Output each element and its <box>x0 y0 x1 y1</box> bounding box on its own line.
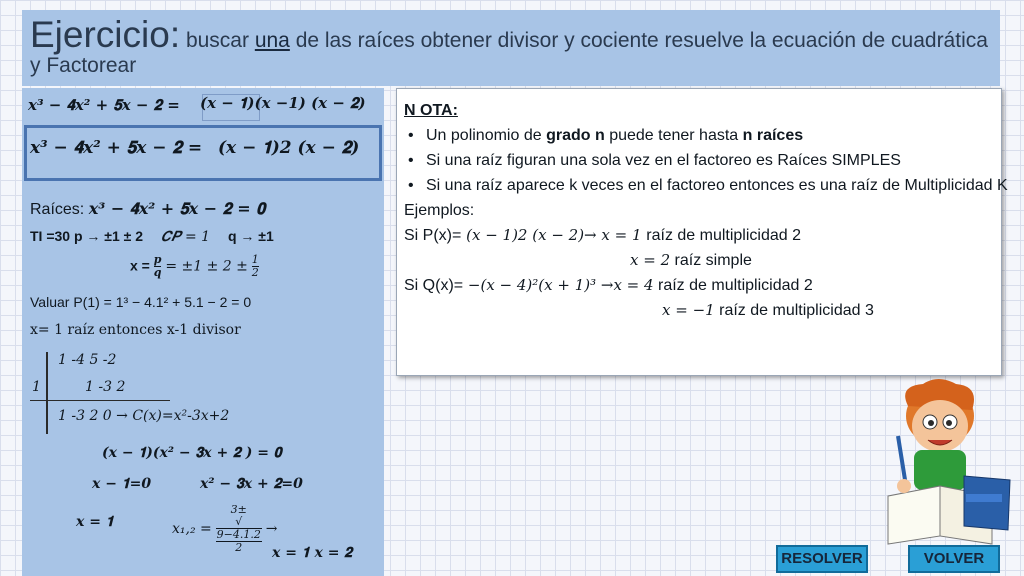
ruffini-horizontal-line <box>30 400 170 401</box>
solution-quadratic: 𝒙² − 𝟑𝒙 + 𝟐=0 <box>200 476 303 492</box>
roots-equation: 𝒙³ − 𝟒𝒙² + 𝟓𝒙 − 𝟐 = 𝟎 <box>88 199 266 218</box>
ruffini-vertical-line <box>46 352 48 434</box>
ruffini-table <box>30 348 370 434</box>
x-candidates <box>130 254 259 279</box>
cp-text: 𝑪𝑷 = 1 <box>160 229 211 245</box>
divisor-line: x= 1 raíz entonces x-1 divisor <box>30 322 241 338</box>
roots-line <box>30 199 265 219</box>
title-bar <box>22 10 1000 86</box>
q-denominator: 𝒒 <box>153 266 162 280</box>
ti-text: TI =30 p → ±1 ± 2 <box>30 228 144 244</box>
note-item-3: • Si una raíz aparece k veces en el factoreo entonces es una raíz de Multiplicidad K <box>404 173 1008 198</box>
title-emphasis: una <box>254 29 290 52</box>
factored-equation: (𝒙 − 𝟏)(𝒙² − 𝟑𝒙 + 𝟐 ) = 𝟎 <box>102 445 282 461</box>
quadratic-formula <box>172 504 278 554</box>
x12-label: 𝑥₁,₂ = <box>172 520 212 537</box>
solution-linear: 𝒙 − 𝟏=0 <box>92 476 152 492</box>
x12-arrow: → <box>265 520 278 537</box>
equation-2-right: (𝒙 − 𝟏)2 (𝒙 − 𝟐) <box>217 138 360 158</box>
ruffini-row-2: 1 -3 2 <box>85 379 126 395</box>
x12-radicand: 9−4.1.2 <box>216 528 261 542</box>
p-over-q-fraction <box>154 254 162 279</box>
example-1: Si P(x)= (𝑥 − 1)2 (𝑥 − 2)→ 𝑥 = 1 raíz de multiplicidad 2 <box>404 226 802 244</box>
half-fraction <box>252 254 259 279</box>
x12-fraction <box>216 504 262 554</box>
final-roots: 𝒙 = 𝟏 𝒙 = 𝟐 <box>272 545 353 561</box>
student-reading-icon <box>868 376 1018 546</box>
ruffini-row-1: 1 -4 5 -2 <box>58 352 117 368</box>
note-item-2: • Si una raíz figuran una sola vez en el factoreo es Raíces SIMPLES <box>404 148 1008 173</box>
equation-2-left: 𝒙³ − 𝟒𝒙² + 𝟓𝒙 − 𝟐 = <box>30 138 203 158</box>
x-values: = ±1 ± 2 ± <box>165 258 248 275</box>
equation-2 <box>30 138 359 158</box>
x12-numerator: 3± √ 9−4.1.2 <box>216 503 261 542</box>
title-part1: buscar <box>180 29 255 52</box>
note-item-1: • Un polinomio de grado n puede tener hasta n raíces <box>404 123 1008 148</box>
x12-num-prefix: 3± <box>230 503 247 516</box>
equation-1-left: 𝒙³ − 𝟒𝒙² + 𝟓𝒙 − 𝟐 = <box>28 96 180 114</box>
x12-denominator: 2 <box>235 541 243 555</box>
note-title: N OTA: <box>404 102 458 119</box>
ti-line <box>30 228 274 245</box>
x-label: x = <box>130 257 150 274</box>
roots-label: Raíces: <box>30 201 85 218</box>
half-denominator: 2 <box>251 266 259 280</box>
example-2b: 𝑥 = −1 raíz de multiplicidad 3 <box>662 301 874 319</box>
q-text: q → ±1 <box>227 228 274 244</box>
half-numerator: 1 <box>251 253 259 266</box>
x-equals-one: 𝒙 = 𝟏 <box>76 514 114 530</box>
ruffini-divisor: 1 <box>32 379 41 395</box>
volver-button[interactable]: VOLVER <box>908 545 1000 573</box>
valuar-line: Valuar P(1) = 1³ − 4.1² + 5.1 − 2 = 0 <box>30 294 252 310</box>
ruffini-row-3: 1 -3 2 0 → C(x)=x²-3x+2 <box>58 408 230 424</box>
resolver-button[interactable]: RESOLVER <box>776 545 868 573</box>
example-2: Si Q(x)= −(𝑥 − 4)²(𝑥 + 1)³ →𝑥 = 4 raíz de multiplicidad 2 <box>404 276 813 294</box>
title-main: Ejercicio: <box>30 14 181 55</box>
note-list <box>404 123 1008 198</box>
examples-label: Ejemplos: <box>404 202 475 219</box>
note-content <box>404 98 1008 323</box>
title-part2: de las raíces obtener divisor y cociente resuelve la ecuación de cuadrática y Factorear <box>30 29 988 77</box>
equation-1-right: (𝒙 − 𝟏)(𝒙 −1) (𝒙 − 𝟐) <box>200 94 366 112</box>
p-numerator: 𝒑 <box>153 253 162 266</box>
example-1b: 𝑥 = 2 raíz simple <box>630 251 752 269</box>
